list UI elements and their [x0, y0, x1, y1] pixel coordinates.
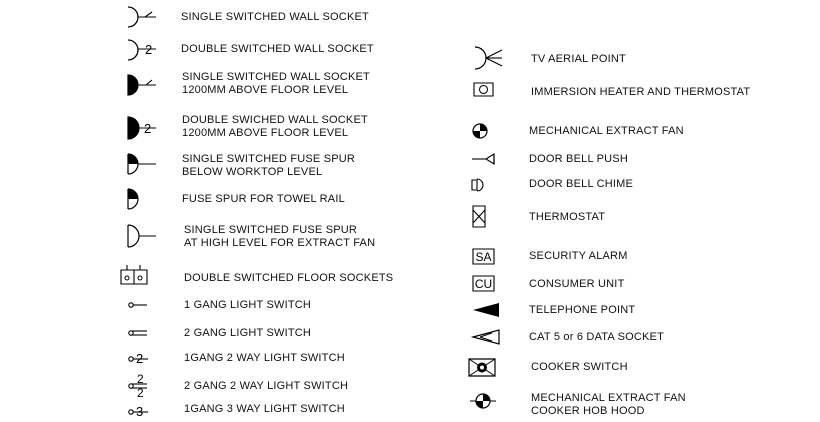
two-gang-two-way-switch-icon — [118, 372, 152, 398]
door-bell-chime-icon — [468, 175, 492, 195]
single-switched-wall-socket-icon — [118, 4, 162, 30]
label-floor-sockets: DOUBLE SWITCHED FLOOR SOCKETS — [184, 272, 394, 284]
tv-aerial-point-icon — [466, 45, 506, 71]
label-mechanical-extract-fan: MECHANICAL EXTRACT FAN — [529, 125, 684, 137]
switch-mark-2: 2 — [136, 351, 144, 366]
double-switched-wall-socket-icon — [118, 37, 162, 63]
switch-mark-2: 2 — [145, 42, 153, 57]
label-extract-fan-cooker-hood: MECHANICAL EXTRACT FAN COOKER HOB HOOD — [531, 392, 686, 417]
label-fuse-spur-high-level: SINGLE SWITCHED FUSE SPUR AT HIGH LEVEL FOR EXTRACT FAN — [184, 224, 376, 249]
label-one-gang-three-way-switch: 1GANG 3 WAY LIGHT SWITCH — [184, 403, 345, 415]
switch-mark-2: 2 — [144, 121, 152, 136]
label-one-gang-light-switch: 1 GANG LIGHT SWITCH — [184, 299, 312, 311]
label-double-switched-wall-socket: DOUBLE SWITCHED WALL SOCKET — [181, 43, 374, 55]
label-single-switched-wall-socket: SINGLE SWITCHED WALL SOCKET — [181, 11, 369, 23]
one-gang-three-way-switch-icon — [118, 400, 152, 422]
two-gang-light-switch-icon — [118, 323, 152, 343]
security-alarm-icon — [470, 247, 498, 267]
cooker-switch-icon — [466, 356, 500, 380]
extract-fan-cooker-hood-icon — [468, 389, 498, 413]
label-fuse-spur-below-worktop: SINGLE SWITCHED FUSE SPUR BELOW WORKTOP LEVEL — [182, 153, 356, 178]
one-gang-light-switch-icon — [118, 296, 152, 314]
label-thermostat: THERMOSTAT — [529, 211, 606, 223]
label-fuse-spur-towel-rail: FUSE SPUR FOR TOWEL RAIL — [182, 193, 345, 205]
label-single-switched-socket-1200mm: SINGLE SWITCHED WALL SOCKET 1200MM ABOVE FLOOR LEVEL — [182, 71, 370, 96]
label-cooker-switch: COOKER SWITCH — [531, 361, 628, 373]
label-two-gang-two-way-switch: 2 GANG 2 WAY LIGHT SWITCH — [184, 380, 349, 392]
label-two-gang-light-switch: 2 GANG LIGHT SWITCH — [184, 327, 312, 339]
door-bell-push-icon — [470, 151, 498, 167]
consumer-unit-symbol-text: CU — [474, 277, 493, 291]
label-double-switched-socket-1200mm: DOUBLE SWICHED WALL SOCKET 1200MM ABOVE FLOOR LEVEL — [182, 114, 368, 139]
switch-mark-2: 2 — [137, 386, 144, 400]
label-door-bell-push: DOOR BELL PUSH — [529, 153, 628, 165]
data-socket-icon — [470, 327, 502, 347]
single-switched-socket-1200mm-icon — [118, 72, 162, 98]
fuse-spur-high-level-icon — [118, 222, 162, 250]
telephone-point-icon — [470, 301, 502, 319]
mechanical-extract-fan-icon — [470, 121, 490, 141]
label-tv-aerial-point: TV AERIAL POINT — [531, 53, 626, 65]
label-immersion-heater: IMMERSION HEATER AND THERMOSTAT — [531, 86, 751, 98]
one-gang-two-way-switch-icon — [118, 347, 152, 369]
fuse-spur-towel-rail-icon — [118, 186, 162, 212]
switch-mark-3: 3 — [136, 404, 144, 419]
floor-sockets-icon — [118, 264, 152, 288]
label-data-socket: CAT 5 or 6 DATA SOCKET — [529, 331, 665, 343]
label-security-alarm: SECURITY ALARM — [529, 250, 628, 262]
fuse-spur-below-worktop-icon — [118, 151, 162, 177]
label-one-gang-two-way-switch: 1GANG 2 WAY LIGHT SWITCH — [184, 352, 345, 364]
consumer-unit-icon — [470, 274, 498, 294]
label-door-bell-chime: DOOR BELL CHIME — [529, 178, 634, 190]
double-switched-socket-1200mm-icon — [118, 115, 162, 141]
label-consumer-unit: CONSUMER UNIT — [529, 278, 625, 290]
immersion-heater-icon — [470, 81, 498, 99]
label-telephone-point: TELEPHONE POINT — [529, 304, 636, 316]
switch-mark-2: 2 — [137, 372, 144, 386]
security-alarm-symbol-text: SA — [475, 250, 492, 264]
thermostat-icon — [470, 204, 490, 230]
